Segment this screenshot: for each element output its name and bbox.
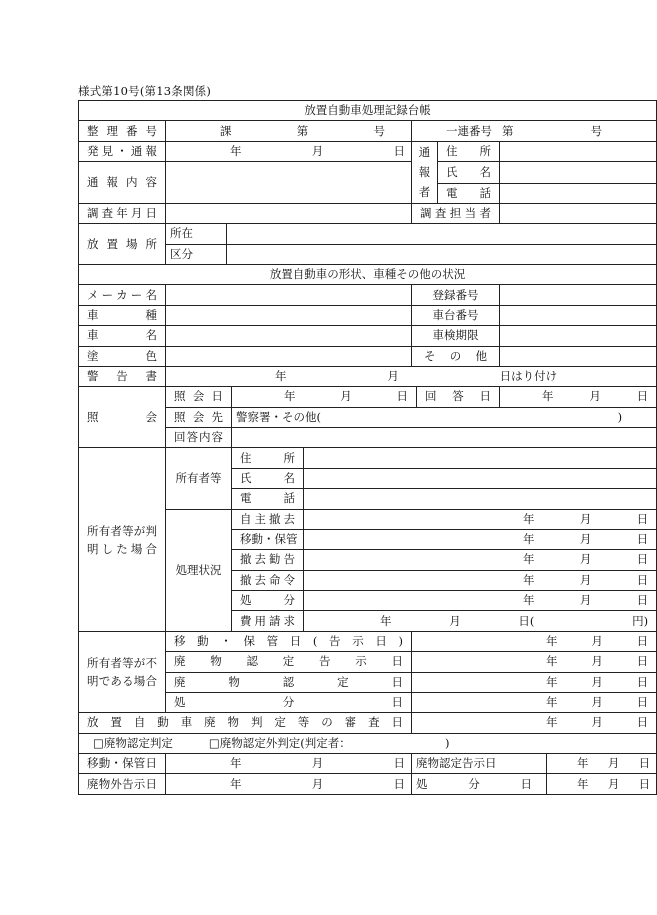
kaito-date-label: 回答日: [417, 387, 500, 407]
shozai-value[interactable]: [227, 224, 657, 244]
ledger-title: 放置自動車処理記録台帳: [79, 101, 657, 121]
tsuhosha-tel-label: 電話: [438, 183, 500, 203]
step-date-value[interactable]: 年 月 日: [304, 550, 657, 570]
step-label: 撤去勧告: [232, 550, 304, 570]
owner-name-label: 氏名: [232, 468, 304, 488]
shinsa-date-label: 放置自動車廃物判定等の審査日: [79, 713, 412, 733]
toshoku-label: 塗色: [79, 346, 166, 366]
chosa-tanto-value[interactable]: [500, 203, 657, 223]
fumei-case-label: 所有者等が不明である場合: [79, 631, 166, 713]
tsuho-naiyo-label: 通報内容: [79, 162, 166, 204]
shozai-label: 所在: [166, 224, 227, 244]
owner-tel-value[interactable]: [304, 489, 657, 509]
haibutsu-kokuji-date-label: 廃物認定告示日: [412, 754, 547, 774]
kubun-label: 区分: [166, 244, 227, 264]
hantei-checkbox-row: [79, 733, 657, 753]
hakken-tsuho-label: 発見・通報: [79, 141, 166, 161]
record-ledger-table: [78, 100, 657, 795]
maker-value[interactable]: [166, 285, 412, 305]
tsuhosha-name-label: 氏名: [438, 162, 500, 183]
shobun-date-label: 処分日: [412, 774, 547, 795]
haibutsu-ninteigai-checkbox[interactable]: □廃物認定外判定(判定者： ): [208, 735, 450, 750]
kaito-date-value[interactable]: 年 月 日: [500, 387, 657, 407]
chosa-tanto-label: 調査担当者: [412, 203, 500, 223]
tsuhosha-block-label: 通報者: [412, 141, 438, 203]
keikokusho-date-cell[interactable]: 年 月 日はり付け: [166, 366, 657, 386]
ido-hokan-date-label: 移動・保管日: [79, 754, 166, 774]
shobun-date-value[interactable]: 年 月 日: [547, 774, 657, 795]
step-date-value[interactable]: 年 月 日: [304, 591, 657, 611]
owner-group-label: 所有者等: [166, 448, 232, 509]
haibutsugai-kokuji-date-label: 廃物外告示日: [79, 774, 166, 795]
tsuhosha-name-value[interactable]: [500, 162, 657, 183]
shokai-saki-label: 照会先: [166, 407, 232, 427]
shashu-label: 車種: [79, 305, 166, 325]
tsuho-naiyo-value[interactable]: [166, 162, 412, 204]
hiyo-seikyu-value[interactable]: 年 月 日( 円): [304, 611, 657, 631]
fumei-date-value[interactable]: 年 月 日: [412, 672, 657, 692]
toshoku-value[interactable]: [166, 346, 412, 366]
shori-jokyo-label: 処理状況: [166, 509, 232, 631]
fumei-date-value[interactable]: 年 月 日: [412, 652, 657, 672]
kubun-value[interactable]: [227, 244, 657, 264]
hochi-basho-label: 放置場所: [79, 224, 166, 265]
shashu-value[interactable]: [166, 305, 412, 325]
step-date-value[interactable]: 年 月 日: [304, 509, 657, 529]
fumei-item-label: 廃物認定告示日: [166, 652, 412, 672]
owner-address-label: 住所: [232, 448, 304, 468]
shamei-label: 車名: [79, 326, 166, 346]
step-label: 撤去命令: [232, 570, 304, 590]
owner-name-value[interactable]: [304, 468, 657, 488]
haibutsugai-kokuji-date-value[interactable]: 年 月 日: [166, 774, 412, 795]
sonota-label: その他: [412, 346, 500, 366]
fumei-item-label: 処分日: [166, 692, 412, 712]
owner-address-value[interactable]: [304, 448, 657, 468]
toroku-bango-label: 登録番号: [412, 285, 500, 305]
chosa-date-value[interactable]: [166, 203, 412, 223]
owner-tel-label: 電話: [232, 489, 304, 509]
haibutsu-nintei-checkbox[interactable]: □廃物認定判定: [93, 735, 173, 750]
step-date-value[interactable]: 年 月 日: [304, 570, 657, 590]
seiri-bango-label: 整理番号: [79, 121, 166, 141]
fumei-date-value[interactable]: 年 月 日: [412, 631, 657, 651]
hanmei-case-label: 所有者等が判明した場合: [79, 448, 166, 631]
shokai-label: 照会: [79, 387, 166, 448]
fumei-date-value[interactable]: 年 月 日: [412, 692, 657, 712]
step-label: 費用請求: [232, 611, 304, 631]
shokai-saki-value[interactable]: 警察署・その他( ): [232, 407, 657, 427]
step-date-value[interactable]: 年 月 日: [304, 529, 657, 549]
sonota-value[interactable]: [500, 346, 657, 366]
ido-hokan-date-value[interactable]: 年 月 日: [166, 754, 412, 774]
toroku-bango-value[interactable]: [500, 285, 657, 305]
shaken-kigen-value[interactable]: [500, 326, 657, 346]
ichiren-bango-cell[interactable]: 一連番号 第 号: [412, 121, 657, 141]
shinsa-date-value[interactable]: 年 月 日: [412, 713, 657, 733]
shokai-date-label: 照会日: [166, 387, 232, 407]
tsuhosha-tel-value[interactable]: [500, 183, 657, 203]
step-label: 自主撤去: [232, 509, 304, 529]
tsuhosha-address-value[interactable]: [500, 141, 657, 161]
vehicle-section-title: 放置自動車の形状、車種その他の状況: [79, 265, 657, 285]
shamei-value[interactable]: [166, 326, 412, 346]
shokai-date-value[interactable]: 年 月 日: [232, 387, 417, 407]
haibutsu-kokuji-date-value[interactable]: 年 月 日: [547, 754, 657, 774]
step-label: 移動・保管: [232, 529, 304, 549]
fumei-item-label: 移動・保管日(告示日): [166, 631, 412, 651]
keikokusho-label: 警告書: [79, 366, 166, 386]
chosa-date-label: 調査年月日: [79, 203, 166, 223]
shadai-bango-label: 車台番号: [412, 305, 500, 325]
tsuhosha-address-label: 住所: [438, 141, 500, 161]
kaito-naiyo-value[interactable]: [232, 428, 657, 448]
shadai-bango-value[interactable]: [500, 305, 657, 325]
form-caption: 様式第10号(第13条関係): [78, 84, 212, 98]
maker-label: メーカー名: [79, 285, 166, 305]
seiri-ka-cell[interactable]: 課 第 号: [166, 121, 412, 141]
fumei-item-label: 廃物認定日: [166, 672, 412, 692]
kaito-naiyo-label: 回答内容: [166, 428, 232, 448]
hakken-date-cell[interactable]: 年 月 日: [166, 141, 412, 161]
shaken-kigen-label: 車検期限: [412, 326, 500, 346]
step-label: 処分: [232, 591, 304, 611]
